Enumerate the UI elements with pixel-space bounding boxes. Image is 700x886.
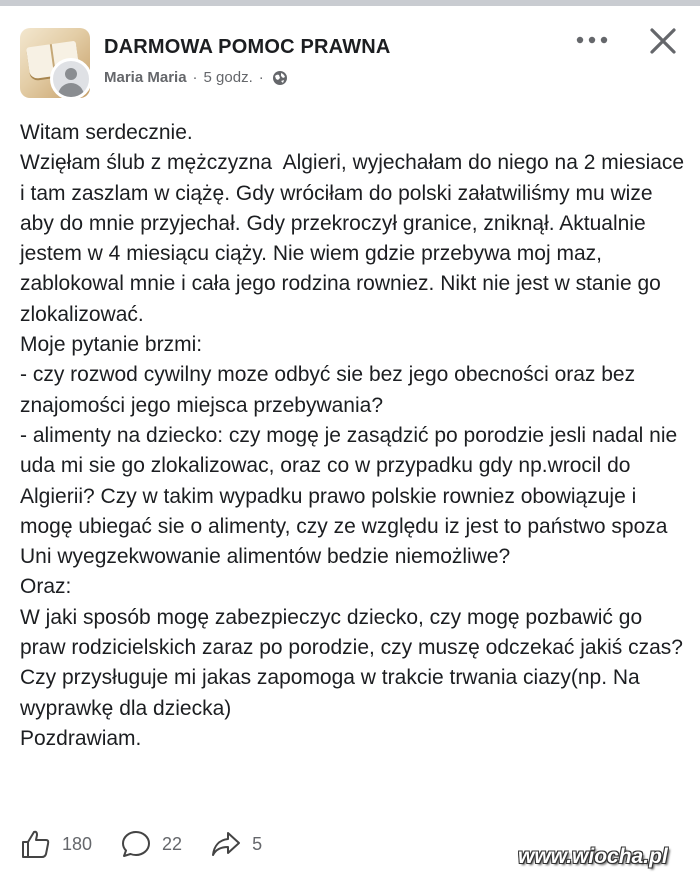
close-icon[interactable] — [648, 26, 678, 56]
comment-button[interactable] — [120, 828, 182, 860]
like-icon — [20, 828, 52, 860]
post-header — [20, 26, 680, 98]
comment-count: 22 — [162, 833, 183, 854]
post-actions-bar — [20, 826, 290, 862]
group-name-link[interactable]: DARMOWA POMOC PRAWNA — [104, 36, 391, 58]
site-watermark: www.wiocha.pl — [518, 845, 668, 868]
share-button[interactable] — [210, 828, 262, 860]
meta-separator: · — [192, 69, 198, 86]
globe-icon — [272, 70, 288, 86]
like-count: 180 — [62, 833, 93, 854]
like-button[interactable] — [20, 828, 92, 860]
meta-separator: · — [258, 69, 264, 86]
post-body-text: Witam serdecznie. Wzięłam ślub z mężczyzna Algieri, wyjechałam do niego na 2 miesiace i tam zaszlam w ciążę. Gdy wróciłam do polski załatwiliśmy mu wize aby do mnie przyjechał. Gdy przekroczył granice, zniknął. Aktualnie jestem w 4 miesiącu ciąży. Nie wiem gdzie przebywa moj maz, zablokowal mnie i cała jego rodzina rowniez. Nikt nie jest w stanie go zlokalizować. Moje pytanie brzmi: - czy rozwod cywilny moze odbyć sie bez jego obecności oraz bez znajomości jego miejsca przebywania? - alimenty na dziecko: czy mogę je zasądzić po porodzie jesli nadal nie uda mi sie go zlokalizowac, oraz co w przypadku gdy np.wrocil do Algierii? Czy w takim wypadku prawo polskie rowniez obowiązuje i mogę ubiegać sie o alimenty, czy ze względu iz jest to państwo spoza Uni wyegzekwowanie alimentów bedzie niemożliwe? Oraz: W jaki sposób mogę zabezpieczyc dziecko, czy mogę pozbawić go praw rodzicielskich zaraz po porodzie, czy muszę odczekać jakiś czas? Czy przysługuje mi jakas zapomoga w trakcie trwania ciazy(np. Na wyprawkę dla dziecka) Pozdrawiam. — [20, 121, 685, 750]
share-icon — [210, 828, 242, 860]
avatar-head — [65, 68, 77, 80]
more-options-icon[interactable] — [572, 30, 612, 50]
post-time[interactable]: 5 godz. — [203, 69, 253, 86]
top-divider — [0, 0, 700, 6]
post-meta — [104, 69, 288, 86]
avatar-body — [58, 83, 84, 100]
comment-icon — [120, 828, 152, 860]
author-name-link[interactable]: Maria Maria — [104, 69, 187, 86]
share-count: 5 — [252, 833, 263, 854]
user-avatar[interactable] — [50, 58, 92, 100]
